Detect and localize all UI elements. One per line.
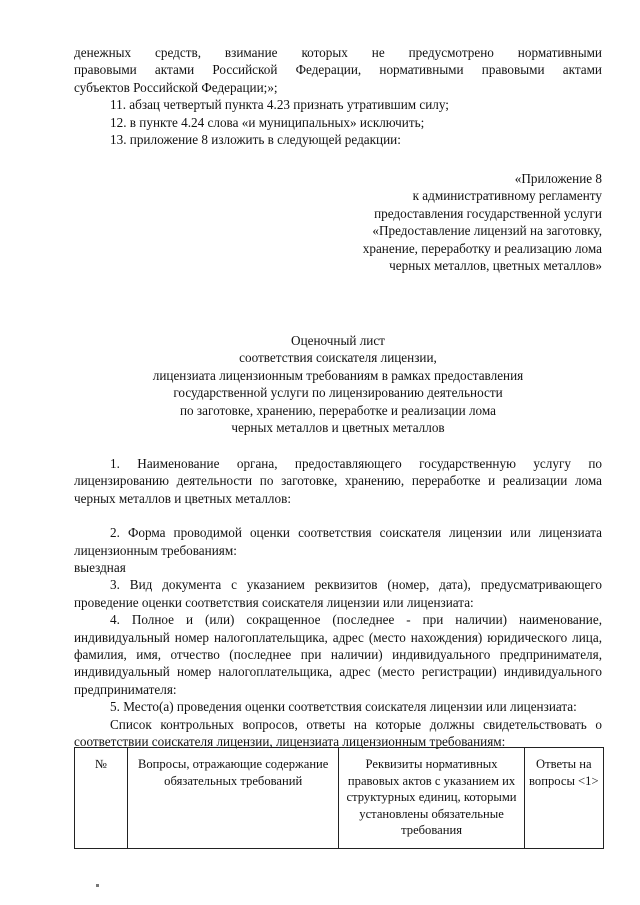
section-3: 3. Вид документа с указанием реквизитов (номер, дата), предусматривающего проведение оценки соответствия соискателя лицензии или лицензиата: [74, 577, 602, 610]
column-header-number: № [75, 748, 128, 849]
amendment-item-11: 11. абзац четвертый пункта 4.23 признать утратившим силу; [110, 97, 449, 113]
section-5: 5. Место(а) проведения оценки соответствия соискателя лицензии или лицензиата: [110, 699, 577, 715]
appendix-line: черных металлов, цветных металлов» [389, 258, 602, 274]
checklist-table [74, 747, 604, 849]
scan-speck [96, 884, 99, 887]
title-line: черных металлов и цветных металлов [231, 420, 445, 436]
appendix-header [300, 170, 602, 274]
column-header-questions: Вопросы, отражающие содержание обязательных требований [127, 748, 339, 849]
title-line: лицензиата лицензионным требованиям в рамках предоставления [152, 367, 524, 383]
column-header-answers: Ответы на вопросы <1> [524, 748, 603, 849]
amendment-item-13: 13. приложение 8 изложить в следующей редакции: [110, 132, 401, 148]
assessment-sections [74, 455, 602, 751]
title-line: соответствия соискателя лицензии, [239, 350, 437, 366]
section-2: 2. Форма проводимой оценки соответствия соискателя лицензии или лицензиата лицензионным требованиям: [74, 525, 602, 558]
table-header-row [75, 748, 604, 849]
appendix-line: «Приложение 8 [514, 171, 602, 186]
appendix-line: хранение, переработку и реализацию лома [362, 240, 602, 256]
document-title [74, 332, 602, 436]
appendix-line: к административному регламенту [412, 188, 602, 204]
appendix-line: «Предоставление лицензий на заготовку, [372, 223, 602, 239]
appendix-line: предоставления государственной услуги [374, 205, 602, 221]
section-1: 1. Наименование органа, предоставляющего государственную услугу по лицензированию деятельности по заготовке, хранению, переработке и реализации лома черных металлов и цветных металлов: [74, 456, 602, 506]
column-header-legal-acts: Реквизиты нормативных правовых актов с указанием их структурных единиц, которыми установлены обязательные требования [339, 748, 524, 849]
intro-line-3: субъектов Российской Федерации;»; [74, 79, 278, 95]
title-line: Оценочный лист [291, 333, 385, 348]
intro-line-2: правовыми актами Российской Федерации, нормативными правовыми актами [74, 62, 602, 78]
amendment-item-12: 12. в пункте 4.24 слова «и муниципальных» исключить; [110, 114, 425, 130]
title-line: по заготовке, хранению, переработке и реализации лома [179, 402, 496, 418]
document-body [74, 44, 602, 148]
checklist-intro: Список контрольных вопросов, ответы на которые должны свидетельствовать о соответствии соискателя лицензии, лицензиата лицензионным требованиям: [74, 716, 602, 750]
title-line: государственной услуги по лицензированию деятельности [173, 385, 503, 401]
intro-line-1: денежных средств, взимание которых не предусмотрено нормативными [74, 45, 602, 60]
section-2-value: выездная [74, 560, 126, 576]
section-4: 4. Полное и (или) сокращенное (последнее - при наличии) наименование, индивидуальный номер налогоплательщика, адрес (место нахождения) юридического лица, фамилия, имя, отчество (последнее при наличии) индивидуального предпринимателя, индивидуальный номер налогоплательщика, адрес (место регистрации) индивидуального предпринимателя: [74, 612, 602, 697]
